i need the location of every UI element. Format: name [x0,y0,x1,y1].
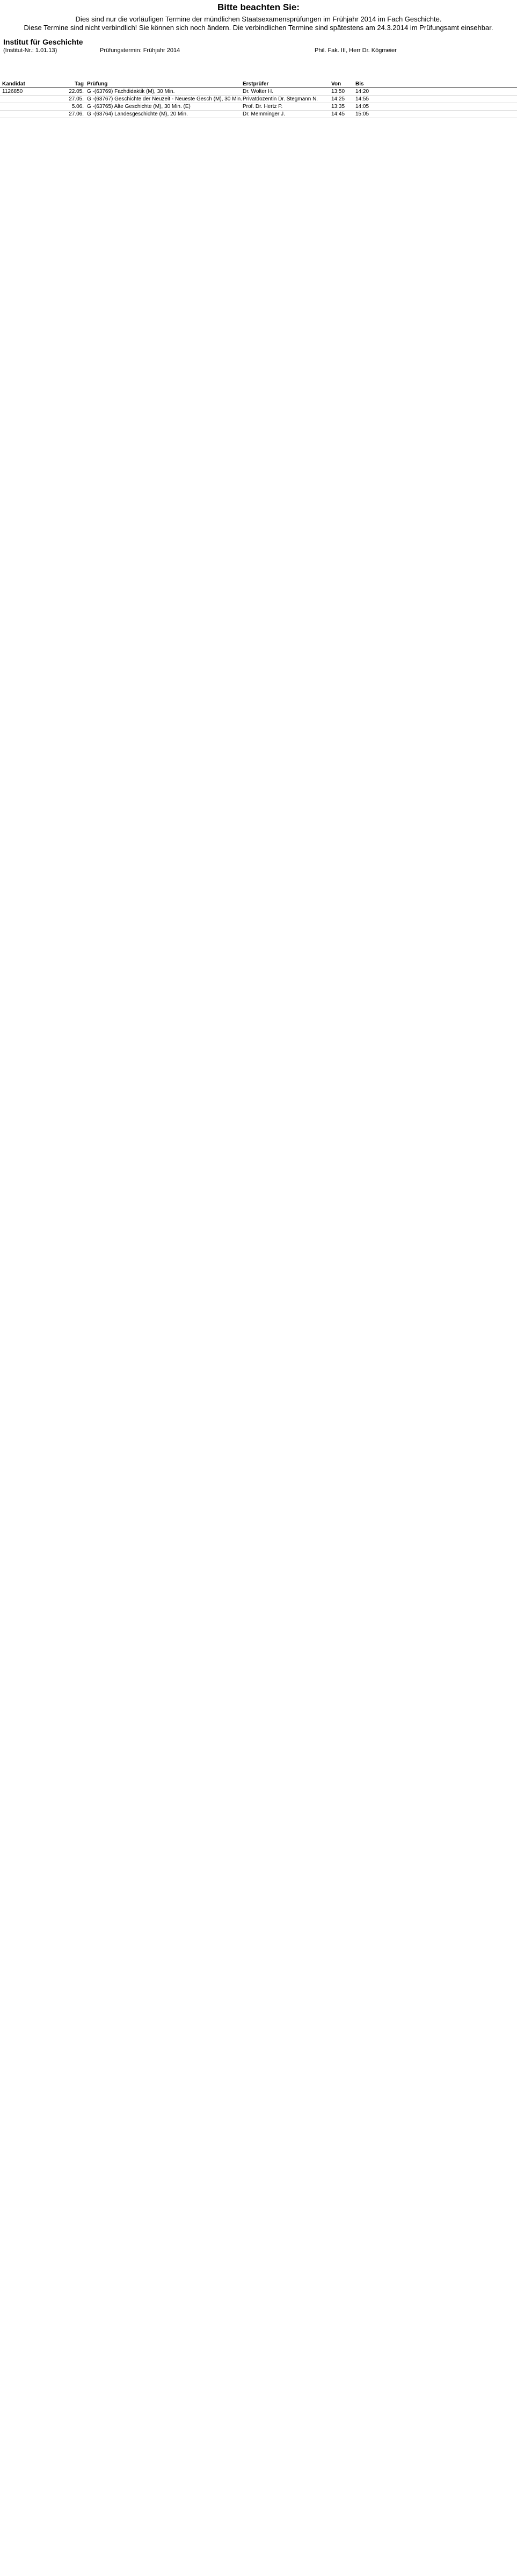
table-header-row [0,81,517,88]
table-row [0,103,517,111]
notice-title: Bitte beachten Sie: [217,2,300,12]
cell-tag: 22.05. [69,89,84,95]
institute-block [0,38,517,54]
cell-erstpruefer: Prof. Dr. Hertz P. [243,104,283,110]
notice-block [0,0,517,32]
cell-tag: 27.06. [69,111,84,117]
cell-pruefung: G -(63769) Fachdidaktik (M), 30 Min. [87,89,175,95]
header-erstpruefer: Erstprüfer [243,81,269,87]
table-row [0,88,517,96]
cell-bis: 15:05 [355,111,369,117]
header-von: Von [331,81,341,87]
notice-line-2: Diese Termine sind nicht verbindlich! Sie können sich noch ändern. Die verbindlichen Termine sind spätestens am 24.3.2014 im Prüfungsamt einsehbar. [24,24,493,32]
cell-pruefung: G -(63765) Alte Geschichte (M), 30 Min. (E) [87,104,191,110]
cell-kandidat: 1126850 [2,89,23,95]
institute-meta [3,47,517,54]
cell-erstpruefer: Dr. Wolter H. [243,89,274,95]
exam-table [0,81,517,118]
cell-von: 13:35 [331,104,345,110]
cell-bis: 14:55 [355,96,369,102]
cell-tag: 27.05. [69,96,84,102]
cell-bis: 14:20 [355,89,369,95]
cell-pruefung: G -(63764) Landesgeschichte (M), 20 Min. [87,111,188,117]
cell-von: 13:50 [331,89,345,95]
institute-name: Institut für Geschichte [3,38,83,46]
cell-pruefung: G -(63767) Geschichte der Neuzeit - Neueste Gesch (M), 30 Min. [87,96,243,102]
notice-line-1: Dies sind nur die vorläufigen Termine der mündlichen Staatsexamensprüfungen im Frühjahr 2014 im Fach Geschichte. [75,15,442,23]
dean-name: Phil. Fak. III, Herr Dr. Kögmeier [315,47,397,54]
cell-von: 14:45 [331,111,345,117]
header-bis: Bis [355,81,364,87]
header-pruefung: Prüfung [87,81,108,87]
cell-kandidat [0,96,67,103]
cell-tag: 5.06. [71,104,84,110]
cell-von: 14:25 [331,96,345,102]
table-row [0,111,517,118]
table-row [0,96,517,103]
cell-kandidat [0,103,67,110]
cell-erstpruefer: Dr. Memminger J. [243,111,285,117]
cell-bis: 14:05 [355,104,369,110]
header-kandidat: Kandidat [2,81,25,87]
cell-kandidat [0,111,67,118]
institute-number: (Institut-Nr.: 1.01.13) [3,47,57,54]
cell-erstpruefer: Privatdozentin Dr. Stegmann N. [243,96,318,102]
header-tag: Tag [74,81,84,87]
exam-term: Prüfungstermin: Frühjahr 2014 [100,47,180,54]
